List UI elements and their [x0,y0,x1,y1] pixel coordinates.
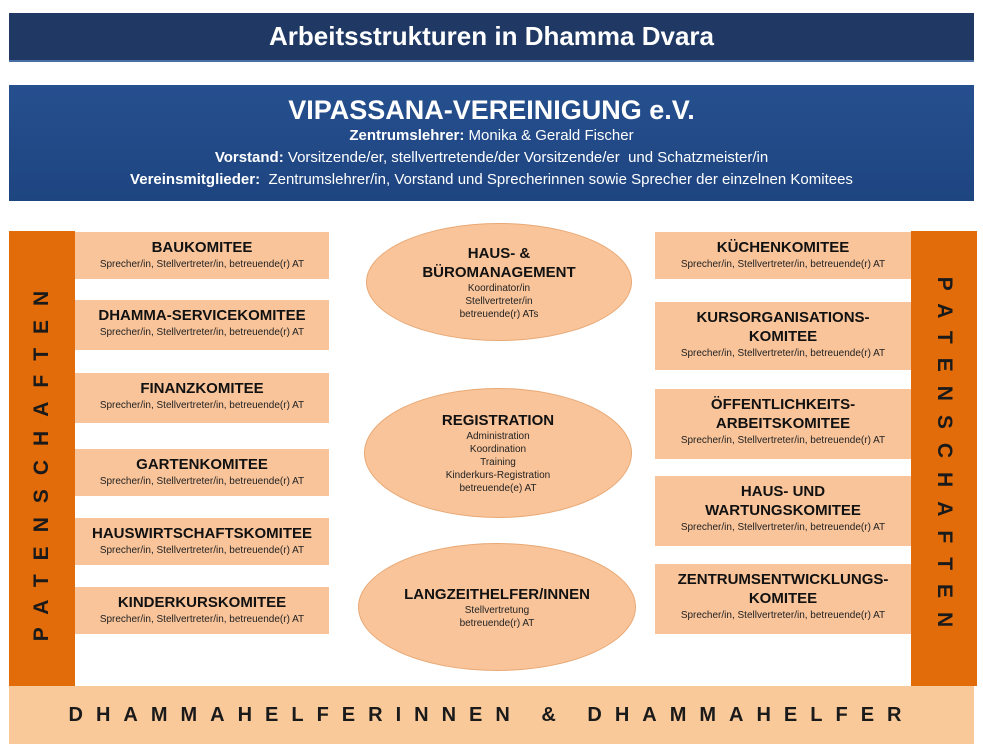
group-role: Training [480,457,516,468]
management-group [366,223,632,341]
group-role: betreuende(r) AT [459,617,535,629]
committee-name: HAUS- UND WARTUNGSKOMITEE [705,483,861,519]
sponsorship-bar-right [911,231,977,686]
board-text: Vorsitzende/er, stellvertretende/der Vorsitzende/er und Schatzmeister/in [283,149,769,166]
members-line [9,169,974,191]
sponsorship-label-right: PATENSCHAFTEN [933,276,956,641]
sponsorship-label-left: PATENSCHAFTEN [30,276,53,641]
group-name: LANGZEITHELFER/INNEN [404,585,590,603]
teachers-label: Zentrumslehrer: [349,127,465,144]
registration-group [364,388,632,518]
committee-name: KINDERKURSKOMITEE [117,594,287,611]
longterm-helpers-group [358,543,636,671]
group-role: Administration [466,431,530,442]
committee-box [655,302,911,370]
association-name: VIPASSANA-VEREINIGUNG e.V. [288,95,695,125]
committee-name: ZENTRUMSENTWICKLUNGS- KOMITEE [677,571,889,607]
committee-box [75,449,329,496]
members-text: Zentrumslehrer/in, Vorstand und Sprecherinnen sowie Sprecher der einzelnen Komitees [260,171,853,188]
committee-box [655,476,911,546]
committee-roles: Sprecher/in, Stellvertreter/in, betreuende(r) AT [680,348,886,359]
board-label: Vorstand: [214,149,284,166]
board-line [9,147,974,169]
committee-box [75,587,329,634]
committee-box [75,232,329,279]
committee-box [75,518,329,565]
committee-roles: Sprecher/in, Stellvertreter/in, betreuende(r) AT [99,327,305,338]
teachers-line [9,125,974,147]
committee-roles: Sprecher/in, Stellvertreter/in, betreuende(r) AT [99,400,305,411]
committee-box [75,373,329,423]
committee-box [655,389,911,459]
committee-roles: Sprecher/in, Stellvertreter/in, betreuende(r) AT [99,614,305,625]
committee-roles: Sprecher/in, Stellvertreter/in, betreuende(r) AT [680,522,886,533]
committee-name: BAUKOMITEE [151,239,253,256]
group-role: Stellvertreter/in [465,295,533,307]
group-role: betreuende(e) AT [459,483,537,494]
committee-roles: Sprecher/in, Stellvertreter/in, betreuende(r) AT [99,545,305,556]
members-label: Vereinsmitglieder: [130,171,261,188]
committee-roles: Sprecher/in, Stellvertreter/in, betreuende(r) AT [99,476,305,487]
committee-box [75,300,329,350]
committee-roles: Sprecher/in, Stellvertreter/in, betreuende(r) AT [99,259,305,270]
group-role: Kinderkurs-Registration [445,470,551,481]
helpers-bar: DHAMMAHELFERINNEN & DHAMMAHELFER [9,686,974,744]
committee-name: DHAMMA-SERVICEKOMITEE [98,307,306,324]
committee-roles: Sprecher/in, Stellvertreter/in, betreuende(r) AT [680,259,886,270]
group-role: Koordination [469,444,527,455]
committee-name: HAUSWIRTSCHAFTSKOMITEE [92,525,312,542]
group-role: Koordinator/in [467,282,531,294]
committee-roles: Sprecher/in, Stellvertreter/in, betreuende(r) AT [680,435,886,446]
association-box [9,85,974,201]
committee-name: KURSORGANISATIONS- KOMITEE [696,309,870,345]
group-role: betreuende(r) ATs [459,308,539,320]
group-role: Stellvertretung [464,604,530,616]
page-title: Arbeitsstrukturen in Dhamma Dvara [9,13,974,62]
committee-box [655,232,911,279]
group-name: REGISTRATION [441,412,555,429]
sponsorship-bar-left [9,231,75,686]
teachers-text: Monika & Gerald Fischer [464,127,634,144]
committee-name: FINANZKOMITEE [140,380,264,397]
committee-box [655,564,911,634]
committee-roles: Sprecher/in, Stellvertreter/in, betreuende(r) AT [680,610,886,621]
group-name: HAUS- & BÜROMANAGEMENT [422,244,576,281]
committee-name: ÖFFENTLICHKEITS- ARBEITSKOMITEE [710,396,856,432]
committee-name: GARTENKOMITEE [136,456,268,473]
committee-name: KÜCHENKOMITEE [716,239,850,256]
